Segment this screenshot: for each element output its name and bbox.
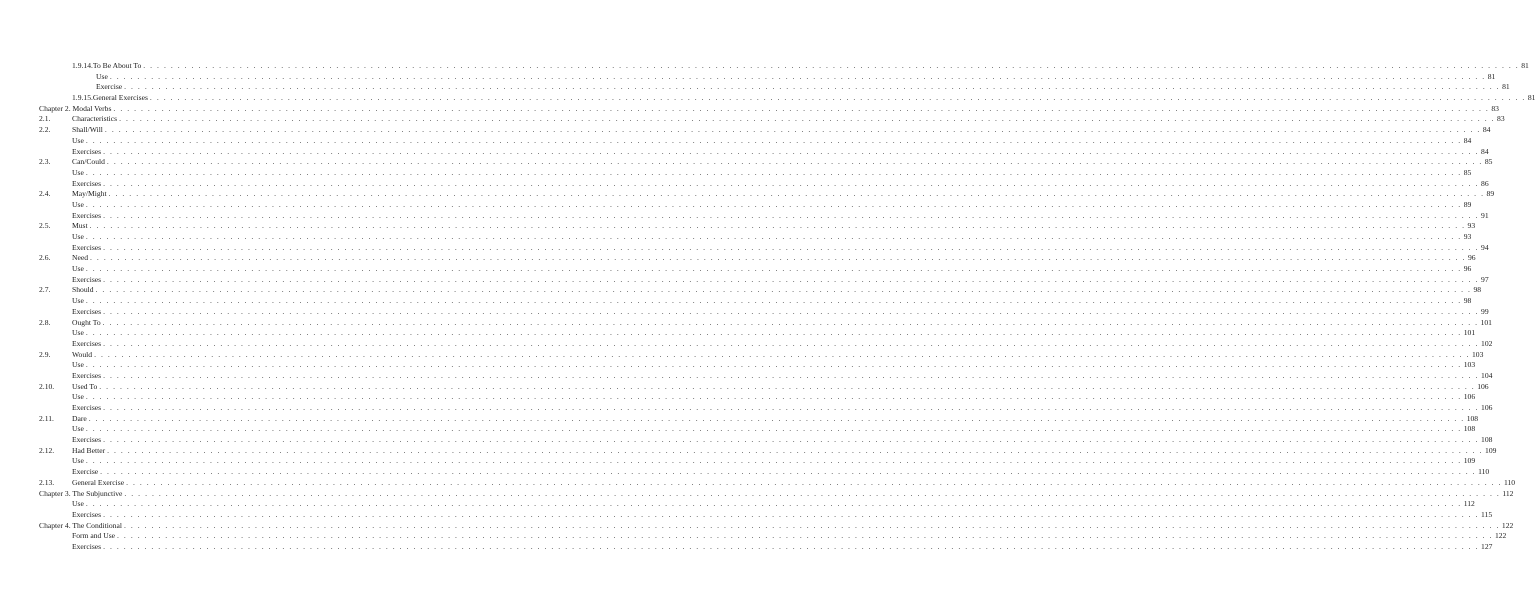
toc-leader-dots: . . . . . . . . . . . . . . . . . . . . . . . . . . . . . . . . . . . . . . . . . . . . . . . . . . . . . . . . . . . . . . . . . . . . . . . . . . . . . . . . . . . . . . . . . . . . . . . . . . . . . . . . . . . . . . . . . . . . . . . . . . . . . . . . . . . . . . . . . . . . . . . . . . . . . . . . . . . . . . . . . . . . . . . . . . . . . . . . . . . . . . . . . . . . . . . . . . . . . . . . [89, 221, 1466, 231]
toc-row [0, 349, 1484, 361]
toc-entry[interactable] [72, 178, 1489, 190]
toc-leader-dots: . . . . . . . . . . . . . . . . . . . . . . . . . . . . . . . . . . . . . . . . . . . . . . . . . . . . . . . . . . . . . . . . . . . . . . . . . . . . . . . . . . . . . . . . . . . . . . . . . . . . . . . . . . . . . . . . . . . . . . . . . . . . . . . . . . . . . . . . . . . . . . . . . . . . . . . . . . . . . . . . . . . . . . . . . . . . . . . . . . . . . . . . . . . . . . . . . . . . . . . . [103, 403, 1480, 412]
toc-leader-dots: . . . . . . . . . . . . . . . . . . . . . . . . . . . . . . . . . . . . . . . . . . . . . . . . . . . . . . . . . . . . . . . . . . . . . . . . . . . . . . . . . . . . . . . . . . . . . . . . . . . . . . . . . . . . . . . . . . . . . . . . . . . . . . . . . . . . . . . . . . . . . . . . . . . . . . . . . . . . . . . . . . . . . . . . . . . . . . . . . . . . . . . . . . . . . . . . . . . . . . . . [106, 157, 1483, 167]
toc-leader-dots: . . . . . . . . . . . . . . . . . . . . . . . . . . . . . . . . . . . . . . . . . . . . . . . . . . . . . . . . . . . . . . . . . . . . . . . . . . . . . . . . . . . . . . . . . . . . . . . . . . . . . . . . . . . . . . . . . . . . . . . . . . . . . . . . . . . . . . . . . . . . . . . . . . . . . . . . . . . . . . . . . . . . . . . . . . . . . . . . . . . . . . . . . . . . . . . . . . . . . . . . [103, 178, 1480, 188]
toc-row [0, 135, 1472, 147]
toc-leader-dots: . . . . . . . . . . . . . . . . . . . . . . . . . . . . . . . . . . . . . . . . . . . . . . . . . . . . . . . . . . . . . . . . . . . . . . . . . . . . . . . . . . . . . . . . . . . . . . . . . . . . . . . . . . . . . . . . . . . . . . . . . . . . . . . . . . . . . . . . . . . . . . . . . . . . . . . . . . . . . . . . . . . . . . . . . . . . . . . . . . . . . . . . . . . . . . . . . . . . . . . . [104, 125, 1481, 135]
toc-entry[interactable] [72, 242, 1489, 254]
toc-entry-label: Form and Use [72, 531, 116, 541]
toc-entry[interactable] [72, 456, 1476, 467]
toc-leader-dots: . . . . . . . . . . . . . . . . . . . . . . . . . . . . . . . . . . . . . . . . . . . . . . . . . . . . . . . . . . . . . . . . . . . . . . . . . . . . . . . . . . . . . . . . . . . . . . . . . . . . . . . . . . . . . . . . . . . . . . . . . . . . . . . . . . . . . . . . . . . . . . . . . . . . . . . . . . . . . . . . . . . . . . . . . . . . . . . . . . . . . . . . . . . . . . . . . . . . . . . . [109, 71, 1486, 81]
toc-entry-label: Exercise [96, 82, 123, 92]
toc-page-number: 84 [1482, 125, 1491, 135]
toc-row [0, 509, 1493, 521]
toc-page-number: 108 [1481, 435, 1493, 445]
toc-row [0, 413, 1479, 425]
toc-entry[interactable] [72, 338, 1493, 350]
toc-page-number: 89 [1463, 199, 1472, 209]
toc-section-number: 2.10. [39, 381, 55, 391]
toc-entry[interactable] [96, 71, 1496, 83]
toc-entry-label: Use [72, 392, 84, 402]
toc-row [0, 338, 1493, 350]
toc-page-number: 85 [1484, 157, 1493, 167]
toc-entry-label: Use [72, 296, 84, 306]
toc-row [0, 392, 1476, 403]
toc-leader-dots: . . . . . . . . . . . . . . . . . . . . . . . . . . . . . . . . . . . . . . . . . . . . . . . . . . . . . . . . . . . . . . . . . . . . . . . . . . . . . . . . . . . . . . . . . . . . . . . . . . . . . . . . . . . . . . . . . . . . . . . . . . . . . . . . . . . . . . . . . . . . . . . . . . . . . . . . . . . . . . . . . . . . . . . . . . . . . . . . . . . . . . . . . . . . . . . . . . . . . . . . [85, 296, 1462, 306]
toc-entry[interactable] [72, 317, 1492, 329]
toc-entry-label: Characteristics [72, 114, 118, 124]
toc-leader-dots: . . . . . . . . . . . . . . . . . . . . . . . . . . . . . . . . . . . . . . . . . . . . . . . . . . . . . . . . . . . . . . . . . . . . . . . . . . . . . . . . . . . . . . . . . . . . . . . . . . . . . . . . . . . . . . . . . . . . . . . . . . . . . . . . . . . . . . . . . . . . . . . . . . . . . . . . . . . . . . . . . . . . . . . . . . . . . . . . . . . . . . . . . . . . . . . . . . . . . . . . [85, 360, 1462, 370]
toc-row [0, 242, 1489, 254]
toc-leader-dots: . . . . . . . . . . . . . . . . . . . . . . . . . . . . . . . . . . . . . . . . . . . . . . . . . . . . . . . . . . . . . . . . . . . . . . . . . . . . . . . . . . . . . . . . . . . . . . . . . . . . . . . . . . . . . . . . . . . . . . . . . . . . . . . . . . . . . . . . . . . . . . . . . . . . . . . . . . . . . . . . . . . . . . . . . . . . . . . . . . . . . . . . . . . . . . . . . . . . . . . . [94, 349, 1470, 359]
toc-entry-label: Chapter 3. The Subjunctive [39, 488, 123, 498]
toc-row [0, 467, 1490, 478]
toc-section-number: 2.12. [39, 445, 55, 455]
toc-leader-dots: . . . . . . . . . . . . . . . . . . . . . . . . . . . . . . . . . . . . . . . . . . . . . . . . . . . . . . . . . . . . . . . . . . . . . . . . . . . . . . . . . . . . . . . . . . . . . . . . . . . . . . . . . . . . . . . . . . . . . . . . . . . . . . . . . . . . . . . . . . . . . . . . . . . . . . . . . . . . . . . . . . . . . . . . . . . . . . . . . . . . . . . . . . . . . . . . . . . . . . . . [149, 93, 1526, 103]
toc-entry[interactable] [72, 285, 1482, 296]
toc-row [0, 520, 1514, 532]
toc-entry-label: Use [72, 167, 84, 177]
toc-entry-label: Used To [72, 381, 98, 391]
toc-entry-label: Use [72, 232, 84, 241]
toc-row [0, 306, 1489, 318]
toc-entry[interactable] [72, 146, 1489, 158]
toc-page-number: 103 [1471, 349, 1484, 359]
toc-entry-label: General Exercise [72, 477, 125, 487]
toc-entry[interactable] [72, 199, 1472, 211]
toc-page-number: 81 [1527, 93, 1535, 103]
toc-entry-label: Exercises [72, 178, 102, 188]
toc-leader-dots: . . . . . . . . . . . . . . . . . . . . . . . . . . . . . . . . . . . . . . . . . . . . . . . . . . . . . . . . . . . . . . . . . . . . . . . . . . . . . . . . . . . . . . . . . . . . . . . . . . . . . . . . . . . . . . . . . . . . . . . . . . . . . . . . . . . . . . . . . . . . . . . . . . . . . . . . . . . . . . . . . . . . . . . . . . . . . . . . . . . . . . . . . . . . . . . . . . . . . . . . [103, 370, 1480, 380]
toc-entry[interactable] [96, 82, 1510, 93]
toc-page-number: 91 [1481, 210, 1489, 220]
toc-row [0, 274, 1489, 286]
toc-entry[interactable] [72, 221, 1476, 232]
toc-entry[interactable] [72, 93, 1535, 104]
toc-row [0, 435, 1493, 446]
toc-section-number: 2.6. [39, 253, 51, 263]
toc-row [0, 157, 1493, 168]
toc-row [0, 221, 1476, 232]
toc-entry-label: Must [72, 221, 88, 231]
toc-entry-label: Exercises [72, 306, 102, 316]
toc-page-number: 81 [1502, 82, 1510, 92]
toc-entry[interactable] [72, 413, 1479, 425]
toc-entry-label: Should [72, 285, 94, 295]
toc-row [0, 125, 1491, 136]
toc-page-number: 110 [1478, 467, 1490, 477]
toc-page-number: 109 [1463, 456, 1476, 466]
toc-entry[interactable] [72, 370, 1493, 382]
toc-row [0, 189, 1495, 200]
toc-row [0, 381, 1489, 393]
toc-entry[interactable] [72, 135, 1472, 147]
toc-entry-label: Exercises [72, 435, 102, 445]
toc-entry[interactable] [72, 189, 1495, 200]
toc-entry[interactable] [72, 349, 1484, 361]
toc-leader-dots: . . . . . . . . . . . . . . . . . . . . . . . . . . . . . . . . . . . . . . . . . . . . . . . . . . . . . . . . . . . . . . . . . . . . . . . . . . . . . . . . . . . . . . . . . . . . . . . . . . . . . . . . . . . . . . . . . . . . . . . . . . . . . . . . . . . . . . . . . . . . . . . . . . . . . . . . . . . . . . . . . . . . . . . . . . . . . . . . . . . . . . . . . . . . . . . . . . . . . . . . [85, 232, 1462, 241]
toc-page-number: 94 [1481, 242, 1489, 252]
toc-entry[interactable] [72, 499, 1475, 510]
toc-row [0, 424, 1476, 435]
toc-leader-dots: . . . . . . . . . . . . . . . . . . . . . . . . . . . . . . . . . . . . . . . . . . . . . . . . . . . . . . . . . . . . . . . . . . . . . . . . . . . . . . . . . . . . . . . . . . . . . . . . . . . . . . . . . . . . . . . . . . . . . . . . . . . . . . . . . . . . . . . . . . . . . . . . . . . . . . . . . . . . . . . . . . . . . . . . . . . . . . . . . . . . . . . . . . . . . . . . . . . . . . . . [102, 317, 1479, 327]
toc-row [0, 146, 1489, 158]
toc-page-number: 96 [1467, 253, 1476, 263]
table-of-contents [0, 61, 1535, 553]
toc-entry-label: Use [96, 71, 108, 81]
toc-entry-label: 1.9.14.To Be About To [72, 61, 142, 70]
toc-entry-label: Would [72, 349, 93, 359]
toc-entry[interactable] [72, 210, 1489, 222]
toc-entry-label: Use [72, 264, 84, 274]
toc-page-number: 93 [1467, 221, 1476, 231]
toc-entry[interactable] [72, 253, 1476, 264]
toc-entry[interactable] [72, 467, 1490, 478]
toc-entry-label: Had Better [72, 445, 106, 455]
toc-row [0, 531, 1507, 542]
toc-section-number: 2.13. [39, 477, 55, 487]
toc-row [0, 210, 1489, 222]
toc-page-number: 81 [1521, 61, 1529, 70]
toc-leader-dots: . . . . . . . . . . . . . . . . . . . . . . . . . . . . . . . . . . . . . . . . . . . . . . . . . . . . . . . . . . . . . . . . . . . . . . . . . . . . . . . . . . . . . . . . . . . . . . . . . . . . . . . . . . . . . . . . . . . . . . . . . . . . . . . . . . . . . . . . . . . . . . . . . . . . . . . . . . . . . . . . . . . . . . . . . . . . . . . . . . . . . . . . . . . . . . . . . . . . . . . . [85, 167, 1462, 177]
toc-entry[interactable] [72, 125, 1491, 136]
toc-section-number: 2.9. [39, 349, 51, 359]
toc-leader-dots: . . . . . . . . . . . . . . . . . . . . . . . . . . . . . . . . . . . . . . . . . . . . . . . . . . . . . . . . . . . . . . . . . . . . . . . . . . . . . . . . . . . . . . . . . . . . . . . . . . . . . . . . . . . . . . . . . . . . . . . . . . . . . . . . . . . . . . . . . . . . . . . . . . . . . . . . . . . . . . . . . . . . . . . . . . . . . . . . . . . . . . . . . . . . . . . . . . . . . . . . [108, 189, 1485, 199]
toc-entry[interactable] [72, 264, 1472, 275]
toc-entry[interactable] [72, 114, 1505, 125]
toc-leader-dots: . . . . . . . . . . . . . . . . . . . . . . . . . . . . . . . . . . . . . . . . . . . . . . . . . . . . . . . . . . . . . . . . . . . . . . . . . . . . . . . . . . . . . . . . . . . . . . . . . . . . . . . . . . . . . . . . . . . . . . . . . . . . . . . . . . . . . . . . . . . . . . . . . . . . . . . . . . . . . . . . . . . . . . . . . . . . . . . . . . . . . . . . . . . . . . . . . . . . . . . . [85, 424, 1462, 434]
toc-entry[interactable] [39, 520, 1514, 532]
toc-entry-label: Use [72, 135, 84, 145]
toc-page-number: 108 [1466, 413, 1479, 423]
toc-entry-label: Use [72, 499, 84, 509]
toc-row [0, 317, 1492, 329]
toc-entry-label: Exercises [72, 338, 102, 348]
toc-leader-dots: . . . . . . . . . . . . . . . . . . . . . . . . . . . . . . . . . . . . . . . . . . . . . . . . . . . . . . . . . . . . . . . . . . . . . . . . . . . . . . . . . . . . . . . . . . . . . . . . . . . . . . . . . . . . . . . . . . . . . . . . . . . . . . . . . . . . . . . . . . . . . . . . . . . . . . . . . . . . . . . . . . . . . . . . . . . . . . . . . . . . . . . . . . . . . . . . . . . . . . . . [107, 445, 1484, 455]
toc-row [0, 253, 1476, 264]
toc-row [0, 541, 1493, 553]
toc-page-number: 84 [1463, 135, 1472, 145]
toc-leader-dots: . . . . . . . . . . . . . . . . . . . . . . . . . . . . . . . . . . . . . . . . . . . . . . . . . . . . . . . . . . . . . . . . . . . . . . . . . . . . . . . . . . . . . . . . . . . . . . . . . . . . . . . . . . . . . . . . . . . . . . . . . . . . . . . . . . . . . . . . . . . . . . . . . . . . . . . . . . . . . . . . . . . . . . . . . . . . . . . . . . . . . . . . . . . . . . . . . . . . . . . . [143, 61, 1520, 70]
toc-leader-dots: . . . . . . . . . . . . . . . . . . . . . . . . . . . . . . . . . . . . . . . . . . . . . . . . . . . . . . . . . . . . . . . . . . . . . . . . . . . . . . . . . . . . . . . . . . . . . . . . . . . . . . . . . . . . . . . . . . . . . . . . . . . . . . . . . . . . . . . . . . . . . . . . . . . . . . . . . . . . . . . . . . . . . . . . . . . . . . . . . . . . . . . . . . . . . . . . . . . . . . . . [85, 456, 1462, 466]
toc-page-number: 127 [1481, 541, 1493, 551]
toc-leader-dots: . . . . . . . . . . . . . . . . . . . . . . . . . . . . . . . . . . . . . . . . . . . . . . . . . . . . . . . . . . . . . . . . . . . . . . . . . . . . . . . . . . . . . . . . . . . . . . . . . . . . . . . . . . . . . . . . . . . . . . . . . . . . . . . . . . . . . . . . . . . . . . . . . . . . . . . . . . . . . . . . . . . . . . . . . . . . . . . . . . . . . . . . . . . . . . . . . . . . . . . . [85, 392, 1462, 402]
toc-section-number: 2.2. [39, 125, 51, 135]
toc-entry[interactable] [72, 392, 1476, 403]
toc-leader-dots: . . . . . . . . . . . . . . . . . . . . . . . . . . . . . . . . . . . . . . . . . . . . . . . . . . . . . . . . . . . . . . . . . . . . . . . . . . . . . . . . . . . . . . . . . . . . . . . . . . . . . . . . . . . . . . . . . . . . . . . . . . . . . . . . . . . . . . . . . . . . . . . . . . . . . . . . . . . . . . . . . . . . . . . . . . . . . . . . . . . . . . . . . . . . . . . . . . . . . . . . [117, 531, 1493, 541]
toc-section-number: 2.5. [39, 221, 51, 231]
toc-row [0, 264, 1472, 275]
toc-entry-label: Use [72, 328, 84, 338]
toc-page-number: 98 [1463, 296, 1472, 306]
toc-entry-label: Ought To [72, 317, 101, 327]
toc-entry-label: May/Might [72, 189, 107, 199]
toc-entry-label: 1.9.15.General Exercises [72, 93, 148, 103]
toc-leader-dots: . . . . . . . . . . . . . . . . . . . . . . . . . . . . . . . . . . . . . . . . . . . . . . . . . . . . . . . . . . . . . . . . . . . . . . . . . . . . . . . . . . . . . . . . . . . . . . . . . . . . . . . . . . . . . . . . . . . . . . . . . . . . . . . . . . . . . . . . . . . . . . . . . . . . . . . . . . . . . . . . . . . . . . . . . . . . . . . . . . . . . . . . . . . . . . . . . . . . . . . . [103, 210, 1480, 220]
toc-entry[interactable] [72, 157, 1493, 168]
toc-leader-dots: . . . . . . . . . . . . . . . . . . . . . . . . . . . . . . . . . . . . . . . . . . . . . . . . . . . . . . . . . . . . . . . . . . . . . . . . . . . . . . . . . . . . . . . . . . . . . . . . . . . . . . . . . . . . . . . . . . . . . . . . . . . . . . . . . . . . . . . . . . . . . . . . . . . . . . . . . . . . . . . . . . . . . . . . . . . . . . . . . . . . . . . . . . . . . . . . . . . . . . . . [103, 146, 1480, 156]
toc-row [0, 178, 1489, 190]
toc-leader-dots: . . . . . . . . . . . . . . . . . . . . . . . . . . . . . . . . . . . . . . . . . . . . . . . . . . . . . . . . . . . . . . . . . . . . . . . . . . . . . . . . . . . . . . . . . . . . . . . . . . . . . . . . . . . . . . . . . . . . . . . . . . . . . . . . . . . . . . . . . . . . . . . . . . . . . . . . . . . . . . . . . . . . . . . . . . . . . . . . . . . . . . . . . . . . . . . . . . . . . . . . [124, 488, 1501, 498]
toc-page-number: 122 [1494, 531, 1507, 541]
toc-entry[interactable] [72, 360, 1476, 371]
toc-row [0, 103, 1499, 115]
toc-entry[interactable] [72, 306, 1489, 318]
toc-entry-label: Exercise [72, 467, 99, 477]
toc-leader-dots: . . . . . . . . . . . . . . . . . . . . . . . . . . . . . . . . . . . . . . . . . . . . . . . . . . . . . . . . . . . . . . . . . . . . . . . . . . . . . . . . . . . . . . . . . . . . . . . . . . . . . . . . . . . . . . . . . . . . . . . . . . . . . . . . . . . . . . . . . . . . . . . . . . . . . . . . . . . . . . . . . . . . . . . . . . . . . . . . . . . . . . . . . . . . . . . . . . . . . . . . [85, 264, 1462, 274]
toc-row [0, 499, 1475, 510]
toc-entry[interactable] [72, 477, 1516, 489]
toc-row [0, 477, 1516, 489]
toc-entry-label: Use [72, 456, 84, 466]
toc-entry[interactable] [72, 61, 1529, 72]
toc-entry-label: Use [72, 360, 84, 370]
toc-page-number: 115 [1481, 509, 1493, 519]
toc-page-number: 108 [1463, 424, 1476, 434]
toc-entry[interactable] [72, 435, 1493, 446]
toc-page-number: 86 [1481, 178, 1489, 188]
toc-entry-label: Exercises [72, 370, 102, 380]
toc-leader-dots: . . . . . . . . . . . . . . . . . . . . . . . . . . . . . . . . . . . . . . . . . . . . . . . . . . . . . . . . . . . . . . . . . . . . . . . . . . . . . . . . . . . . . . . . . . . . . . . . . . . . . . . . . . . . . . . . . . . . . . . . . . . . . . . . . . . . . . . . . . . . . . . . . . . . . . . . . . . . . . . . . . . . . . . . . . . . . . . . . . . . . . . . . . . . . . . . . . . . . . . . [103, 338, 1480, 348]
toc-section-number: 2.11. [39, 413, 54, 423]
toc-page-number: 110 [1504, 477, 1516, 487]
toc-row [0, 114, 1505, 125]
toc-entry[interactable] [39, 103, 1499, 115]
toc-leader-dots: . . . . . . . . . . . . . . . . . . . . . . . . . . . . . . . . . . . . . . . . . . . . . . . . . . . . . . . . . . . . . . . . . . . . . . . . . . . . . . . . . . . . . . . . . . . . . . . . . . . . . . . . . . . . . . . . . . . . . . . . . . . . . . . . . . . . . . . . . . . . . . . . . . . . . . . . . . . . . . . . . . . . . . . . . . . . . . . . . . . . . . . . . . . . . . . . . . . . . . . . [95, 285, 1472, 295]
toc-entry-label: Exercises [72, 146, 102, 156]
toc-leader-dots: . . . . . . . . . . . . . . . . . . . . . . . . . . . . . . . . . . . . . . . . . . . . . . . . . . . . . . . . . . . . . . . . . . . . . . . . . . . . . . . . . . . . . . . . . . . . . . . . . . . . . . . . . . . . . . . . . . . . . . . . . . . . . . . . . . . . . . . . . . . . . . . . . . . . . . . . . . . . . . . . . . . . . . . . . . . . . . . . . . . . . . . . . . . . . . . . . . . . . . . . [124, 82, 1501, 92]
toc-section-number: 2.1. [39, 114, 51, 124]
toc-page-number: 112 [1463, 499, 1475, 509]
toc-entry-label: Dare [72, 413, 87, 423]
toc-section-number: 2.8. [39, 317, 51, 327]
toc-leader-dots: . . . . . . . . . . . . . . . . . . . . . . . . . . . . . . . . . . . . . . . . . . . . . . . . . . . . . . . . . . . . . . . . . . . . . . . . . . . . . . . . . . . . . . . . . . . . . . . . . . . . . . . . . . . . . . . . . . . . . . . . . . . . . . . . . . . . . . . . . . . . . . . . . . . . . . . . . . . . . . . . . . . . . . . . . . . . . . . . . . . . . . . . . . . . . . . . . . . . . . . . [85, 199, 1462, 209]
toc-row [0, 71, 1496, 83]
toc-row [0, 360, 1476, 371]
toc-row [0, 167, 1472, 179]
toc-leader-dots: . . . . . . . . . . . . . . . . . . . . . . . . . . . . . . . . . . . . . . . . . . . . . . . . . . . . . . . . . . . . . . . . . . . . . . . . . . . . . . . . . . . . . . . . . . . . . . . . . . . . . . . . . . . . . . . . . . . . . . . . . . . . . . . . . . . . . . . . . . . . . . . . . . . . . . . . . . . . . . . . . . . . . . . . . . . . . . . . . . . . . . . . . . . . . . . . . . . . . . . . [123, 520, 1500, 530]
toc-page-number: 109 [1485, 445, 1497, 455]
toc-entry-label: Exercises [72, 509, 102, 519]
toc-row [0, 370, 1493, 382]
toc-entry-label: Exercises [72, 403, 102, 412]
toc-leader-dots: . . . . . . . . . . . . . . . . . . . . . . . . . . . . . . . . . . . . . . . . . . . . . . . . . . . . . . . . . . . . . . . . . . . . . . . . . . . . . . . . . . . . . . . . . . . . . . . . . . . . . . . . . . . . . . . . . . . . . . . . . . . . . . . . . . . . . . . . . . . . . . . . . . . . . . . . . . . . . . . . . . . . . . . . . . . . . . . . . . . . . . . . . . . . . . . . . . . . . . . . [103, 509, 1480, 519]
toc-leader-dots: . . . . . . . . . . . . . . . . . . . . . . . . . . . . . . . . . . . . . . . . . . . . . . . . . . . . . . . . . . . . . . . . . . . . . . . . . . . . . . . . . . . . . . . . . . . . . . . . . . . . . . . . . . . . . . . . . . . . . . . . . . . . . . . . . . . . . . . . . . . . . . . . . . . . . . . . . . . . . . . . . . . . . . . . . . . . . . . . . . . . . . . . . . . . . . . . . . . . . . . . [103, 306, 1480, 316]
toc-row [0, 296, 1472, 307]
toc-entry[interactable] [72, 328, 1476, 339]
toc-row [0, 61, 1529, 72]
toc-page-number: 98 [1473, 285, 1482, 295]
toc-row [0, 82, 1510, 93]
toc-leader-dots: . . . . . . . . . . . . . . . . . . . . . . . . . . . . . . . . . . . . . . . . . . . . . . . . . . . . . . . . . . . . . . . . . . . . . . . . . . . . . . . . . . . . . . . . . . . . . . . . . . . . . . . . . . . . . . . . . . . . . . . . . . . . . . . . . . . . . . . . . . . . . . . . . . . . . . . . . . . . . . . . . . . . . . . . . . . . . . . . . . . . . . . . . . . . . . . . . . . . . . . . [126, 477, 1502, 487]
toc-page-number: 103 [1463, 360, 1476, 370]
toc-row [0, 456, 1476, 467]
toc-entry[interactable] [72, 531, 1507, 542]
toc-entry[interactable] [72, 424, 1476, 435]
toc-page-number: 85 [1463, 167, 1472, 177]
toc-entry-label: Chapter 4. The Conditional [39, 520, 122, 530]
toc-entry-label: Exercises [72, 274, 102, 284]
toc-page-number: 101 [1480, 317, 1492, 327]
toc-entry-label: Can/Could [72, 157, 105, 167]
toc-entry[interactable] [72, 509, 1493, 521]
toc-page-number: 102 [1481, 338, 1493, 348]
toc-entry[interactable] [72, 445, 1497, 457]
toc-page-number: 106 [1463, 392, 1476, 402]
toc-leader-dots: . . . . . . . . . . . . . . . . . . . . . . . . . . . . . . . . . . . . . . . . . . . . . . . . . . . . . . . . . . . . . . . . . . . . . . . . . . . . . . . . . . . . . . . . . . . . . . . . . . . . . . . . . . . . . . . . . . . . . . . . . . . . . . . . . . . . . . . . . . . . . . . . . . . . . . . . . . . . . . . . . . . . . . . . . . . . . . . . . . . . . . . . . . . . . . . . . . . . . . . . [103, 242, 1480, 252]
toc-entry-label: Exercises [72, 210, 102, 220]
toc-leader-dots: . . . . . . . . . . . . . . . . . . . . . . . . . . . . . . . . . . . . . . . . . . . . . . . . . . . . . . . . . . . . . . . . . . . . . . . . . . . . . . . . . . . . . . . . . . . . . . . . . . . . . . . . . . . . . . . . . . . . . . . . . . . . . . . . . . . . . . . . . . . . . . . . . . . . . . . . . . . . . . . . . . . . . . . . . . . . . . . . . . . . . . . . . . . . . . . . . . . . . . . . [99, 381, 1476, 391]
toc-page-number: 96 [1463, 264, 1472, 274]
toc-row [0, 232, 1472, 243]
toc-row [0, 199, 1472, 211]
toc-entry-label: Shall/Will [72, 125, 103, 135]
toc-page-number: 122 [1501, 520, 1514, 530]
toc-leader-dots: . . . . . . . . . . . . . . . . . . . . . . . . . . . . . . . . . . . . . . . . . . . . . . . . . . . . . . . . . . . . . . . . . . . . . . . . . . . . . . . . . . . . . . . . . . . . . . . . . . . . . . . . . . . . . . . . . . . . . . . . . . . . . . . . . . . . . . . . . . . . . . . . . . . . . . . . . . . . . . . . . . . . . . . . . . . . . . . . . . . . . . . . . . . . . . . . . . . . . . . . [103, 435, 1480, 445]
toc-entry[interactable] [72, 167, 1472, 179]
toc-page-number: 99 [1481, 306, 1489, 316]
toc-page-number: 89 [1486, 189, 1495, 199]
toc-leader-dots: . . . . . . . . . . . . . . . . . . . . . . . . . . . . . . . . . . . . . . . . . . . . . . . . . . . . . . . . . . . . . . . . . . . . . . . . . . . . . . . . . . . . . . . . . . . . . . . . . . . . . . . . . . . . . . . . . . . . . . . . . . . . . . . . . . . . . . . . . . . . . . . . . . . . . . . . . . . . . . . . . . . . . . . . . . . . . . . . . . . . . . . . . . . . . . . . . . . . . . . . [103, 274, 1480, 284]
toc-section-number: 2.7. [39, 285, 51, 295]
toc-page-number: 101 [1463, 328, 1476, 338]
toc-entry[interactable] [72, 232, 1472, 243]
toc-page-number: 84 [1481, 146, 1489, 156]
toc-leader-dots: . . . . . . . . . . . . . . . . . . . . . . . . . . . . . . . . . . . . . . . . . . . . . . . . . . . . . . . . . . . . . . . . . . . . . . . . . . . . . . . . . . . . . . . . . . . . . . . . . . . . . . . . . . . . . . . . . . . . . . . . . . . . . . . . . . . . . . . . . . . . . . . . . . . . . . . . . . . . . . . . . . . . . . . . . . . . . . . . . . . . . . . . . . . . . . . . . . . . . . . . [85, 135, 1462, 145]
toc-row [0, 488, 1514, 500]
toc-row [0, 285, 1482, 296]
toc-leader-dots: . . . . . . . . . . . . . . . . . . . . . . . . . . . . . . . . . . . . . . . . . . . . . . . . . . . . . . . . . . . . . . . . . . . . . . . . . . . . . . . . . . . . . . . . . . . . . . . . . . . . . . . . . . . . . . . . . . . . . . . . . . . . . . . . . . . . . . . . . . . . . . . . . . . . . . . . . . . . . . . . . . . . . . . . . . . . . . . . . . . . . . . . . . . . . . . . . . . . . . . . [85, 328, 1462, 338]
toc-row [0, 93, 1535, 104]
toc-leader-dots: . . . . . . . . . . . . . . . . . . . . . . . . . . . . . . . . . . . . . . . . . . . . . . . . . . . . . . . . . . . . . . . . . . . . . . . . . . . . . . . . . . . . . . . . . . . . . . . . . . . . . . . . . . . . . . . . . . . . . . . . . . . . . . . . . . . . . . . . . . . . . . . . . . . . . . . . . . . . . . . . . . . . . . . . . . . . . . . . . . . . . . . . . . . . . . . . . . . . . . . . [88, 413, 1465, 423]
toc-page-number: 83 [1497, 114, 1505, 124]
toc-leader-dots: . . . . . . . . . . . . . . . . . . . . . . . . . . . . . . . . . . . . . . . . . . . . . . . . . . . . . . . . . . . . . . . . . . . . . . . . . . . . . . . . . . . . . . . . . . . . . . . . . . . . . . . . . . . . . . . . . . . . . . . . . . . . . . . . . . . . . . . . . . . . . . . . . . . . . . . . . . . . . . . . . . . . . . . . . . . . . . . . . . . . . . . . . . . . . . . . . . . . . . . . [103, 541, 1480, 551]
toc-leader-dots: . . . . . . . . . . . . . . . . . . . . . . . . . . . . . . . . . . . . . . . . . . . . . . . . . . . . . . . . . . . . . . . . . . . . . . . . . . . . . . . . . . . . . . . . . . . . . . . . . . . . . . . . . . . . . . . . . . . . . . . . . . . . . . . . . . . . . . . . . . . . . . . . . . . . . . . . . . . . . . . . . . . . . . . . . . . . . . . . . . . . . . . . . . . . . . . . . . . . . . . . [113, 103, 1490, 113]
toc-leader-dots: . . . . . . . . . . . . . . . . . . . . . . . . . . . . . . . . . . . . . . . . . . . . . . . . . . . . . . . . . . . . . . . . . . . . . . . . . . . . . . . . . . . . . . . . . . . . . . . . . . . . . . . . . . . . . . . . . . . . . . . . . . . . . . . . . . . . . . . . . . . . . . . . . . . . . . . . . . . . . . . . . . . . . . . . . . . . . . . . . . . . . . . . . . . . . . . . . . . . . . . . [100, 467, 1477, 477]
toc-page-number: 97 [1481, 274, 1489, 284]
toc-page-number: 104 [1481, 370, 1493, 380]
toc-page-number: 83 [1491, 103, 1499, 113]
toc-row [0, 328, 1476, 339]
toc-entry[interactable] [72, 381, 1489, 393]
toc-leader-dots: . . . . . . . . . . . . . . . . . . . . . . . . . . . . . . . . . . . . . . . . . . . . . . . . . . . . . . . . . . . . . . . . . . . . . . . . . . . . . . . . . . . . . . . . . . . . . . . . . . . . . . . . . . . . . . . . . . . . . . . . . . . . . . . . . . . . . . . . . . . . . . . . . . . . . . . . . . . . . . . . . . . . . . . . . . . . . . . . . . . . . . . . . . . . . . . . . . . . . . . . [119, 114, 1496, 124]
toc-entry[interactable] [72, 403, 1493, 414]
toc-leader-dots: . . . . . . . . . . . . . . . . . . . . . . . . . . . . . . . . . . . . . . . . . . . . . . . . . . . . . . . . . . . . . . . . . . . . . . . . . . . . . . . . . . . . . . . . . . . . . . . . . . . . . . . . . . . . . . . . . . . . . . . . . . . . . . . . . . . . . . . . . . . . . . . . . . . . . . . . . . . . . . . . . . . . . . . . . . . . . . . . . . . . . . . . . . . . . . . . . . . . . . . . [85, 499, 1462, 509]
toc-page-number: 106 [1477, 381, 1489, 391]
toc-section-number: 2.3. [39, 157, 51, 167]
toc-page-number: 93 [1463, 232, 1472, 241]
toc-entry-label: Exercises [72, 541, 102, 551]
toc-entry-label: Chapter 2. Modal Verbs [39, 103, 112, 113]
toc-entry[interactable] [39, 488, 1514, 500]
toc-entry[interactable] [72, 274, 1489, 286]
toc-entry[interactable] [72, 541, 1493, 553]
toc-leader-dots: . . . . . . . . . . . . . . . . . . . . . . . . . . . . . . . . . . . . . . . . . . . . . . . . . . . . . . . . . . . . . . . . . . . . . . . . . . . . . . . . . . . . . . . . . . . . . . . . . . . . . . . . . . . . . . . . . . . . . . . . . . . . . . . . . . . . . . . . . . . . . . . . . . . . . . . . . . . . . . . . . . . . . . . . . . . . . . . . . . . . . . . . . . . . . . . . . . . . . . . . [90, 253, 1466, 263]
toc-page-number: 81 [1487, 71, 1496, 81]
toc-section-number: 2.4. [39, 189, 51, 199]
toc-entry-label: Use [72, 424, 84, 434]
toc-row [0, 403, 1493, 414]
toc-page-number: 112 [1502, 488, 1514, 498]
toc-row [0, 445, 1497, 457]
toc-page-number: 106 [1481, 403, 1493, 412]
toc-entry[interactable] [72, 296, 1472, 307]
toc-entry-label: Exercises [72, 242, 102, 252]
toc-entry-label: Use [72, 199, 84, 209]
toc-entry-label: Need [72, 253, 89, 263]
